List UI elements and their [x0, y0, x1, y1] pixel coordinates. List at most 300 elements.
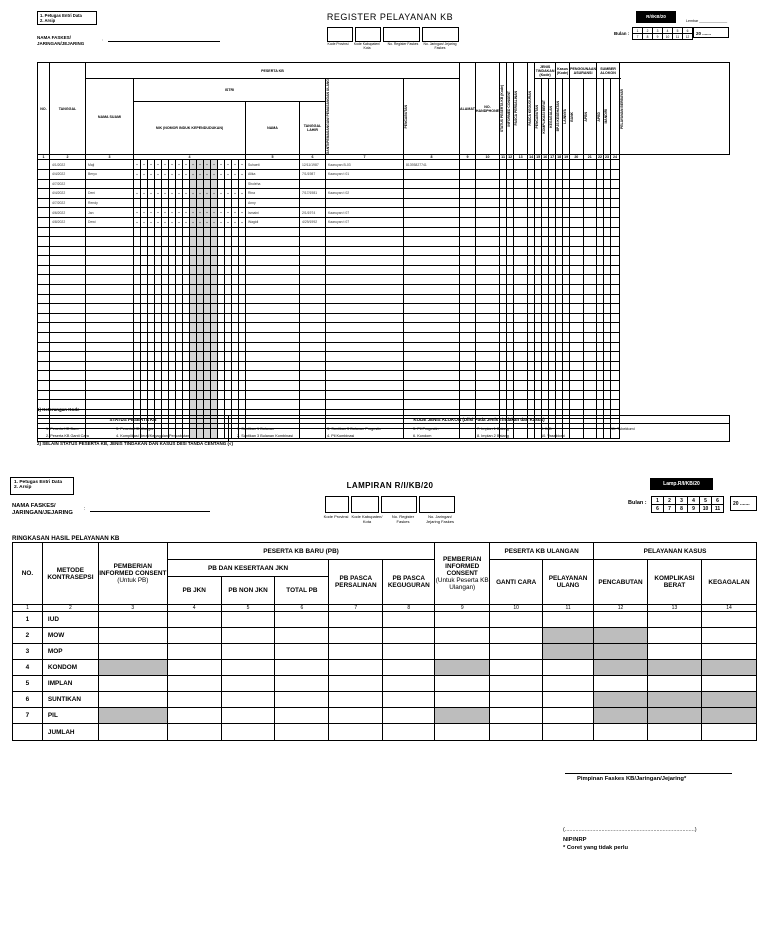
nik-digit-cell[interactable]	[225, 189, 232, 199]
nik-digit-cell[interactable]	[211, 333, 218, 343]
nik-digit-cell[interactable]	[134, 237, 141, 247]
check-cell[interactable]	[570, 304, 583, 314]
nik-digit-cell[interactable]	[134, 246, 141, 256]
check-cell[interactable]	[528, 237, 535, 247]
hp-cell[interactable]	[404, 361, 460, 371]
check-cell[interactable]	[507, 400, 514, 410]
check-cell[interactable]	[570, 227, 583, 237]
check-cell[interactable]	[597, 313, 604, 323]
check-cell[interactable]	[535, 352, 542, 362]
nik-digit-cell[interactable]	[239, 227, 246, 237]
nik-digit-cell[interactable]	[183, 294, 190, 304]
nik-digit-cell[interactable]	[239, 217, 246, 227]
nik-digit-cell[interactable]	[239, 342, 246, 352]
check-cell[interactable]	[460, 169, 476, 179]
check-cell[interactable]	[604, 265, 611, 275]
check-cell[interactable]	[507, 294, 514, 304]
check-cell[interactable]	[514, 246, 528, 256]
check-cell[interactable]	[563, 208, 570, 218]
check-cell[interactable]	[570, 352, 583, 362]
check-cell[interactable]	[514, 342, 528, 352]
sum-cell[interactable]	[275, 628, 329, 644]
tanggal-lahir-cell[interactable]	[300, 342, 326, 352]
check-cell[interactable]	[507, 371, 514, 381]
nik-digit-cell[interactable]	[141, 342, 148, 352]
check-cell[interactable]	[535, 285, 542, 295]
sum-cell[interactable]	[701, 612, 756, 628]
sum-cell[interactable]	[329, 708, 383, 724]
nama-suami-cell[interactable]	[86, 361, 134, 371]
nik-digit-cell[interactable]	[183, 179, 190, 189]
sum-cell[interactable]	[435, 628, 490, 644]
nik-digit-cell[interactable]	[218, 169, 225, 179]
check-cell[interactable]	[556, 342, 563, 352]
check-cell[interactable]	[563, 285, 570, 295]
check-cell[interactable]	[549, 361, 556, 371]
check-cell[interactable]	[528, 333, 535, 343]
nik-digit-cell[interactable]	[169, 371, 176, 381]
check-cell[interactable]	[500, 352, 507, 362]
nik-digit-cell[interactable]	[183, 160, 190, 170]
nik-digit-cell[interactable]	[176, 381, 183, 391]
check-cell[interactable]	[460, 256, 476, 266]
tanggal-lahir-cell[interactable]	[300, 237, 326, 247]
alamat-cell[interactable]	[326, 256, 404, 266]
check-cell[interactable]	[611, 381, 620, 391]
nik-digit-cell[interactable]	[204, 294, 211, 304]
nama-suami-cell[interactable]	[86, 304, 134, 314]
row-no-cell[interactable]	[38, 381, 50, 391]
nik-digit-cell[interactable]	[218, 323, 225, 333]
nik-digit-cell[interactable]	[183, 285, 190, 295]
nik-digit-cell[interactable]	[141, 198, 148, 208]
nik-digit-cell[interactable]	[225, 160, 232, 170]
nama-suami-cell[interactable]	[86, 246, 134, 256]
check-cell[interactable]	[549, 189, 556, 199]
alamat-cell[interactable]	[326, 371, 404, 381]
check-cell[interactable]	[583, 352, 596, 362]
check-cell[interactable]	[542, 323, 549, 333]
nik-digit-cell[interactable]	[141, 275, 148, 285]
check-cell[interactable]	[604, 294, 611, 304]
check-cell[interactable]	[460, 275, 476, 285]
check-cell[interactable]	[597, 246, 604, 256]
hp-cell[interactable]	[404, 323, 460, 333]
check-cell[interactable]	[535, 342, 542, 352]
sum-cell[interactable]	[543, 660, 594, 676]
check-cell[interactable]	[583, 304, 596, 314]
check-cell[interactable]	[528, 179, 535, 189]
check-cell[interactable]	[563, 381, 570, 391]
check-cell[interactable]	[500, 246, 507, 256]
nik-digit-cell[interactable]	[190, 294, 197, 304]
row-no-cell[interactable]	[38, 390, 50, 400]
nik-digit-cell[interactable]	[176, 189, 183, 199]
nama-istri-cell[interactable]	[246, 352, 300, 362]
check-cell[interactable]	[528, 217, 535, 227]
check-cell[interactable]	[460, 352, 476, 362]
tanggal-lahir-cell[interactable]	[300, 198, 326, 208]
nik-digit-cell[interactable]	[232, 265, 239, 275]
check-cell[interactable]	[514, 179, 528, 189]
check-cell[interactable]	[535, 371, 542, 381]
nik-digit-cell[interactable]	[176, 342, 183, 352]
nik-digit-cell[interactable]	[169, 198, 176, 208]
sum-cell[interactable]	[383, 708, 435, 724]
nik-digit-cell[interactable]	[218, 304, 225, 314]
sum-cell[interactable]	[221, 708, 275, 724]
nik-digit-cell[interactable]	[134, 217, 141, 227]
nik-digit-cell[interactable]	[148, 285, 155, 295]
nama-istri-cell[interactable]	[246, 333, 300, 343]
check-cell[interactable]	[475, 333, 499, 343]
nik-digit-cell[interactable]	[211, 169, 218, 179]
tanggal-lahir-cell[interactable]	[300, 313, 326, 323]
nik-digit-cell[interactable]	[218, 352, 225, 362]
sum-cell[interactable]	[221, 660, 275, 676]
sum-cell[interactable]	[543, 676, 594, 692]
check-cell[interactable]	[475, 390, 499, 400]
nik-digit-cell[interactable]	[197, 390, 204, 400]
nik-digit-cell[interactable]	[225, 265, 232, 275]
sum-cell[interactable]	[490, 644, 543, 660]
nik-digit-cell[interactable]	[162, 371, 169, 381]
nama-suami-cell[interactable]	[86, 313, 134, 323]
nik-digit-cell[interactable]	[176, 352, 183, 362]
check-cell[interactable]	[500, 265, 507, 275]
tanggal-lahir-cell[interactable]: 2/1/1974	[300, 208, 326, 218]
tanggal-cell[interactable]	[50, 342, 86, 352]
nik-digit-cell[interactable]	[218, 189, 225, 199]
nik-digit-cell[interactable]	[176, 285, 183, 295]
nik-digit-cell[interactable]	[211, 390, 218, 400]
check-cell[interactable]	[528, 313, 535, 323]
check-cell[interactable]	[604, 227, 611, 237]
check-cell[interactable]	[514, 381, 528, 391]
nik-digit-cell[interactable]	[148, 227, 155, 237]
nik-digit-cell[interactable]	[211, 256, 218, 266]
nik-digit-cell[interactable]	[162, 333, 169, 343]
nik-digit-cell[interactable]	[176, 304, 183, 314]
check-cell[interactable]	[514, 160, 528, 170]
check-cell[interactable]	[507, 169, 514, 179]
nik-digit-cell[interactable]	[155, 160, 162, 170]
nik-digit-cell[interactable]	[183, 217, 190, 227]
check-cell[interactable]	[556, 160, 563, 170]
check-cell[interactable]	[528, 342, 535, 352]
check-cell[interactable]	[570, 189, 583, 199]
sum-cell[interactable]	[594, 676, 648, 692]
tanggal-cell[interactable]	[50, 265, 86, 275]
nik-digit-cell[interactable]	[211, 160, 218, 170]
row-no-cell[interactable]	[38, 246, 50, 256]
nik-digit-cell[interactable]	[141, 169, 148, 179]
check-cell[interactable]	[597, 160, 604, 170]
check-cell[interactable]	[528, 246, 535, 256]
nik-digit-cell[interactable]	[162, 179, 169, 189]
nik-digit-cell[interactable]	[197, 323, 204, 333]
nik-digit-cell[interactable]	[148, 371, 155, 381]
tanggal-lahir-cell[interactable]	[300, 265, 326, 275]
tanggal-lahir-cell[interactable]	[300, 371, 326, 381]
nik-digit-cell[interactable]	[211, 246, 218, 256]
check-cell[interactable]	[514, 304, 528, 314]
hp-cell[interactable]	[404, 256, 460, 266]
lampiran-month-grid[interactable]: 1 2 3 4 5 6 6 7 8 9 10 11	[651, 496, 724, 513]
nik-digit-cell[interactable]	[155, 265, 162, 275]
check-cell[interactable]	[597, 237, 604, 247]
nik-digit-cell[interactable]	[197, 237, 204, 247]
nik-digit-cell[interactable]	[155, 342, 162, 352]
nik-digit-cell[interactable]	[169, 217, 176, 227]
nik-digit-cell[interactable]	[190, 217, 197, 227]
check-cell[interactable]	[549, 323, 556, 333]
alamat-cell[interactable]	[326, 227, 404, 237]
sum-cell[interactable]	[383, 644, 435, 660]
nik-digit-cell[interactable]	[232, 381, 239, 391]
hp-cell[interactable]	[404, 285, 460, 295]
nik-digit-cell[interactable]	[141, 246, 148, 256]
check-cell[interactable]	[549, 169, 556, 179]
nik-digit-cell[interactable]	[155, 313, 162, 323]
check-cell[interactable]	[611, 160, 620, 170]
check-cell[interactable]	[604, 342, 611, 352]
check-cell[interactable]	[556, 179, 563, 189]
check-cell[interactable]	[535, 333, 542, 343]
nik-digit-cell[interactable]	[148, 352, 155, 362]
row-no-cell[interactable]	[38, 265, 50, 275]
nama-istri-cell[interactable]	[246, 256, 300, 266]
nik-digit-cell[interactable]	[169, 361, 176, 371]
nik-digit-cell[interactable]	[162, 189, 169, 199]
check-cell[interactable]	[570, 342, 583, 352]
check-cell[interactable]	[556, 390, 563, 400]
tanggal-cell[interactable]	[50, 352, 86, 362]
nik-digit-cell[interactable]	[141, 227, 148, 237]
check-cell[interactable]	[549, 198, 556, 208]
check-cell[interactable]	[507, 313, 514, 323]
check-cell[interactable]	[611, 400, 620, 410]
nama-suami-cell[interactable]	[86, 227, 134, 237]
nama-suami-cell[interactable]	[86, 285, 134, 295]
nik-digit-cell[interactable]	[169, 275, 176, 285]
nik-digit-cell[interactable]	[148, 304, 155, 314]
nik-digit-cell[interactable]	[197, 160, 204, 170]
check-cell[interactable]	[500, 169, 507, 179]
check-cell[interactable]	[556, 381, 563, 391]
check-cell[interactable]	[475, 217, 499, 227]
check-cell[interactable]	[514, 313, 528, 323]
nik-digit-cell[interactable]	[141, 381, 148, 391]
nama-suami-cell[interactable]: Jan	[86, 208, 134, 218]
nama-istri-cell[interactable]	[246, 342, 300, 352]
check-cell[interactable]	[583, 179, 596, 189]
nik-digit-cell[interactable]	[162, 246, 169, 256]
nik-digit-cell[interactable]	[211, 342, 218, 352]
row-no-cell[interactable]	[38, 371, 50, 381]
nik-digit-cell[interactable]	[183, 237, 190, 247]
check-cell[interactable]	[611, 342, 620, 352]
check-cell[interactable]	[563, 217, 570, 227]
nik-digit-cell[interactable]	[169, 390, 176, 400]
nik-digit-cell[interactable]	[176, 323, 183, 333]
nik-digit-cell[interactable]	[155, 390, 162, 400]
check-cell[interactable]	[542, 381, 549, 391]
nik-digit-cell[interactable]	[218, 294, 225, 304]
nik-digit-cell[interactable]	[218, 237, 225, 247]
nik-digit-cell[interactable]	[197, 361, 204, 371]
check-cell[interactable]	[583, 265, 596, 275]
check-cell[interactable]	[549, 333, 556, 343]
nik-digit-cell[interactable]	[197, 400, 204, 410]
nik-digit-cell[interactable]	[239, 208, 246, 218]
nik-digit-cell[interactable]	[190, 160, 197, 170]
check-cell[interactable]	[528, 361, 535, 371]
check-cell[interactable]	[535, 256, 542, 266]
check-cell[interactable]	[563, 390, 570, 400]
check-cell[interactable]	[528, 275, 535, 285]
nik-digit-cell[interactable]	[190, 400, 197, 410]
hp-cell[interactable]	[404, 169, 460, 179]
nik-digit-cell[interactable]	[225, 381, 232, 391]
nik-digit-cell[interactable]	[155, 169, 162, 179]
nama-suami-cell[interactable]	[86, 256, 134, 266]
sum-cell[interactable]	[383, 612, 435, 628]
row-no-cell[interactable]	[38, 189, 50, 199]
nama-suami-cell[interactable]	[86, 323, 134, 333]
check-cell[interactable]	[549, 294, 556, 304]
sum-cell[interactable]	[167, 692, 221, 708]
check-cell[interactable]	[507, 237, 514, 247]
nik-digit-cell[interactable]	[176, 217, 183, 227]
nama-istri-cell[interactable]	[246, 323, 300, 333]
check-cell[interactable]	[542, 189, 549, 199]
nik-digit-cell[interactable]	[169, 227, 176, 237]
nik-digit-cell[interactable]	[225, 371, 232, 381]
nik-digit-cell[interactable]	[176, 198, 183, 208]
hp-cell[interactable]	[404, 333, 460, 343]
check-cell[interactable]	[460, 189, 476, 199]
check-cell[interactable]	[583, 361, 596, 371]
nik-digit-cell[interactable]	[148, 179, 155, 189]
check-cell[interactable]	[611, 352, 620, 362]
check-cell[interactable]	[583, 333, 596, 343]
check-cell[interactable]	[542, 352, 549, 362]
nik-digit-cell[interactable]	[155, 256, 162, 266]
sum-cell[interactable]	[275, 692, 329, 708]
nik-digit-cell[interactable]	[190, 198, 197, 208]
check-cell[interactable]	[570, 285, 583, 295]
check-cell[interactable]	[507, 352, 514, 362]
check-cell[interactable]	[535, 304, 542, 314]
check-cell[interactable]	[514, 227, 528, 237]
nik-digit-cell[interactable]	[155, 246, 162, 256]
nik-digit-cell[interactable]	[176, 275, 183, 285]
sum-cell[interactable]	[701, 676, 756, 692]
hp-cell[interactable]	[404, 352, 460, 362]
nik-digit-cell[interactable]	[232, 217, 239, 227]
row-no-cell[interactable]	[38, 342, 50, 352]
nik-digit-cell[interactable]	[190, 285, 197, 295]
check-cell[interactable]	[611, 285, 620, 295]
nik-digit-cell[interactable]	[225, 285, 232, 295]
nik-digit-cell[interactable]	[204, 313, 211, 323]
nama-istri-cell[interactable]	[246, 304, 300, 314]
check-cell[interactable]	[542, 246, 549, 256]
check-cell[interactable]	[549, 208, 556, 218]
nik-digit-cell[interactable]	[155, 275, 162, 285]
check-cell[interactable]	[563, 304, 570, 314]
nik-digit-cell[interactable]	[183, 371, 190, 381]
check-cell[interactable]	[597, 371, 604, 381]
nik-digit-cell[interactable]	[218, 198, 225, 208]
check-cell[interactable]	[528, 323, 535, 333]
sum-cell[interactable]	[221, 644, 275, 660]
alamat-cell[interactable]: Kaaruyan t 07	[326, 217, 404, 227]
check-cell[interactable]	[542, 371, 549, 381]
tanggal-lahir-cell[interactable]: 12/11/1987	[300, 160, 326, 170]
nik-digit-cell[interactable]	[190, 246, 197, 256]
nik-digit-cell[interactable]	[190, 342, 197, 352]
nik-digit-cell[interactable]	[148, 333, 155, 343]
alamat-cell[interactable]	[326, 265, 404, 275]
check-cell[interactable]	[583, 246, 596, 256]
nik-digit-cell[interactable]	[155, 304, 162, 314]
check-cell[interactable]	[556, 237, 563, 247]
check-cell[interactable]	[542, 285, 549, 295]
check-cell[interactable]	[556, 285, 563, 295]
check-cell[interactable]	[500, 285, 507, 295]
hp-cell[interactable]	[404, 342, 460, 352]
lampiran-faskes-input-line[interactable]	[90, 511, 210, 512]
check-cell[interactable]	[460, 400, 476, 410]
nik-digit-cell[interactable]	[148, 323, 155, 333]
nik-digit-cell[interactable]	[134, 169, 141, 179]
nik-digit-cell[interactable]	[183, 390, 190, 400]
nik-digit-cell[interactable]	[141, 265, 148, 275]
check-cell[interactable]	[604, 333, 611, 343]
check-cell[interactable]	[500, 390, 507, 400]
nik-digit-cell[interactable]	[148, 381, 155, 391]
nama-istri-cell[interactable]: Sholeha	[246, 179, 300, 189]
check-cell[interactable]	[542, 256, 549, 266]
check-cell[interactable]	[583, 198, 596, 208]
row-no-cell[interactable]	[38, 198, 50, 208]
sum-cell[interactable]	[594, 612, 648, 628]
nik-digit-cell[interactable]	[218, 179, 225, 189]
nik-digit-cell[interactable]	[204, 237, 211, 247]
nik-digit-cell[interactable]	[232, 313, 239, 323]
check-cell[interactable]	[507, 198, 514, 208]
check-cell[interactable]	[549, 371, 556, 381]
check-cell[interactable]	[535, 189, 542, 199]
nama-suami-cell[interactable]	[86, 294, 134, 304]
nama-istri-cell[interactable]	[246, 390, 300, 400]
nik-digit-cell[interactable]	[197, 352, 204, 362]
nama-suami-cell[interactable]: Deni	[86, 189, 134, 199]
nik-digit-cell[interactable]	[141, 400, 148, 410]
check-cell[interactable]	[535, 217, 542, 227]
check-cell[interactable]	[507, 361, 514, 371]
check-cell[interactable]	[549, 179, 556, 189]
check-cell[interactable]	[563, 342, 570, 352]
sum-cell[interactable]	[329, 692, 383, 708]
nik-digit-cell[interactable]	[134, 294, 141, 304]
nik-digit-cell[interactable]	[148, 342, 155, 352]
nik-digit-cell[interactable]	[162, 160, 169, 170]
check-cell[interactable]	[611, 390, 620, 400]
check-cell[interactable]	[475, 313, 499, 323]
